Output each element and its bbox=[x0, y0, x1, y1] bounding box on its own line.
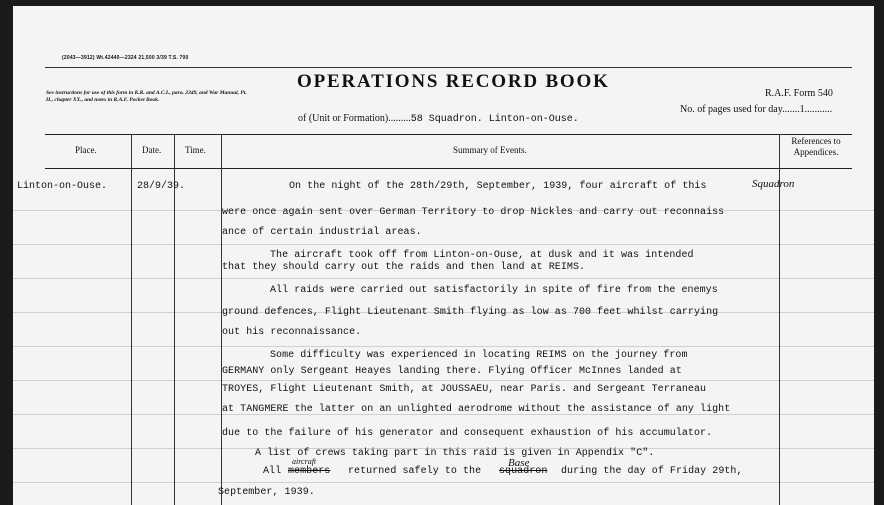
summary-line: The aircraft took off from Linton-on-Ouse, at dusk and it was intended bbox=[270, 250, 694, 261]
entry-place: Linton-on-Ouse. bbox=[17, 181, 108, 192]
column-divider bbox=[221, 134, 222, 505]
col-header-references: References to Appendices. bbox=[791, 136, 841, 157]
pages-label: No. of pages used for day bbox=[680, 104, 783, 115]
form-instructions: See instructions for use of this form in K.R. and A.C.I., para. 2349, and War Manual, Pt. II., chapter XX., and notes in R.A.F. Pocket Book. bbox=[46, 90, 247, 103]
top-rule bbox=[45, 67, 852, 68]
print-code: (2043—3912) Wt.42440—2324 21,500 3/39 T.S. 700 bbox=[62, 55, 189, 61]
unit-line: of (Unit or Formation).........58 Squadron. Linton-on-Ouse. bbox=[298, 113, 579, 125]
struck-word: squadron bbox=[499, 466, 548, 477]
struck-word: members bbox=[288, 466, 331, 477]
summary-line-start: All bbox=[263, 466, 282, 477]
ruled-line bbox=[13, 482, 874, 483]
pages-value: 1. bbox=[799, 104, 808, 115]
summary-line: All raids were carried out satisfactorily in spite of fire from the enemys bbox=[270, 285, 718, 296]
summary-line: out his reconnaissance. bbox=[222, 327, 362, 338]
summary-line: at TANGMERE the latter on an unlighted aerodrome without the assistance of any light bbox=[222, 404, 731, 415]
col-header-date: Date. bbox=[142, 145, 162, 155]
form-number: R.A.F. Form 540 bbox=[765, 88, 833, 99]
summary-line: GERMANY only Sergeant Heayes landing there. Flying Officer McInnes landed at bbox=[222, 366, 682, 377]
column-divider bbox=[131, 134, 132, 505]
summary-line: A list of crews taking part in this raid is given in Appendix "C". bbox=[255, 448, 655, 459]
summary-line: that they should carry out the raids and then land at REIMS. bbox=[222, 262, 586, 273]
summary-line-end: during the day of Friday 29th, bbox=[561, 466, 743, 477]
handwritten-insert: Squadron bbox=[752, 178, 795, 190]
summary-line: Some difficulty was experienced in locating REIMS on the journey from bbox=[270, 350, 688, 361]
summary-line: due to the failure of his generator and consequent exhaustion of his accumulator. bbox=[222, 428, 713, 439]
ruled-line bbox=[13, 278, 874, 279]
summary-line: September, 1939. bbox=[218, 487, 315, 498]
scan-border-right bbox=[874, 0, 884, 505]
unit-value: 58 Squadron. Linton-on-Ouse. bbox=[410, 114, 579, 125]
pages-used: No. of pages used for day.......1........... bbox=[680, 104, 833, 115]
summary-line: TROYES, Flight Lieutenant Smith, at JOUSSAEU, near Paris. and Sergeant Terraneau bbox=[222, 384, 707, 395]
handwritten-insert: aircraft bbox=[292, 457, 317, 466]
ruled-line bbox=[13, 380, 874, 381]
col-header-summary: Summary of Events. bbox=[453, 145, 527, 155]
summary-line: were once again sent over German Territory to drop Nickles and carry out reconnaiss bbox=[222, 207, 725, 218]
summary-line: ground defences, Flight Lieutenant Smith flying as low as 700 feet whilst carrying bbox=[222, 307, 719, 318]
ruled-line bbox=[13, 244, 874, 245]
scan-border-top bbox=[0, 0, 884, 6]
unit-label: of (Unit or Formation) bbox=[298, 113, 389, 124]
summary-line: ance of certain industrial areas. bbox=[222, 227, 422, 238]
col-header-time: Time. bbox=[185, 145, 206, 155]
document-title: OPERATIONS RECORD BOOK bbox=[297, 71, 610, 92]
scan-border-left bbox=[0, 0, 13, 505]
header-rule-bottom bbox=[45, 168, 852, 169]
header-rule-top bbox=[45, 134, 852, 135]
summary-line: On the night of the 28th/29th, September, 1939, four aircraft of this bbox=[289, 181, 707, 192]
handwritten-insert: Base bbox=[508, 457, 530, 469]
col-header-place: Place. bbox=[75, 145, 97, 155]
ruled-line bbox=[13, 346, 874, 347]
entry-date: 28/9/39. bbox=[137, 181, 186, 192]
summary-line-middle: returned safely to the bbox=[348, 466, 482, 477]
